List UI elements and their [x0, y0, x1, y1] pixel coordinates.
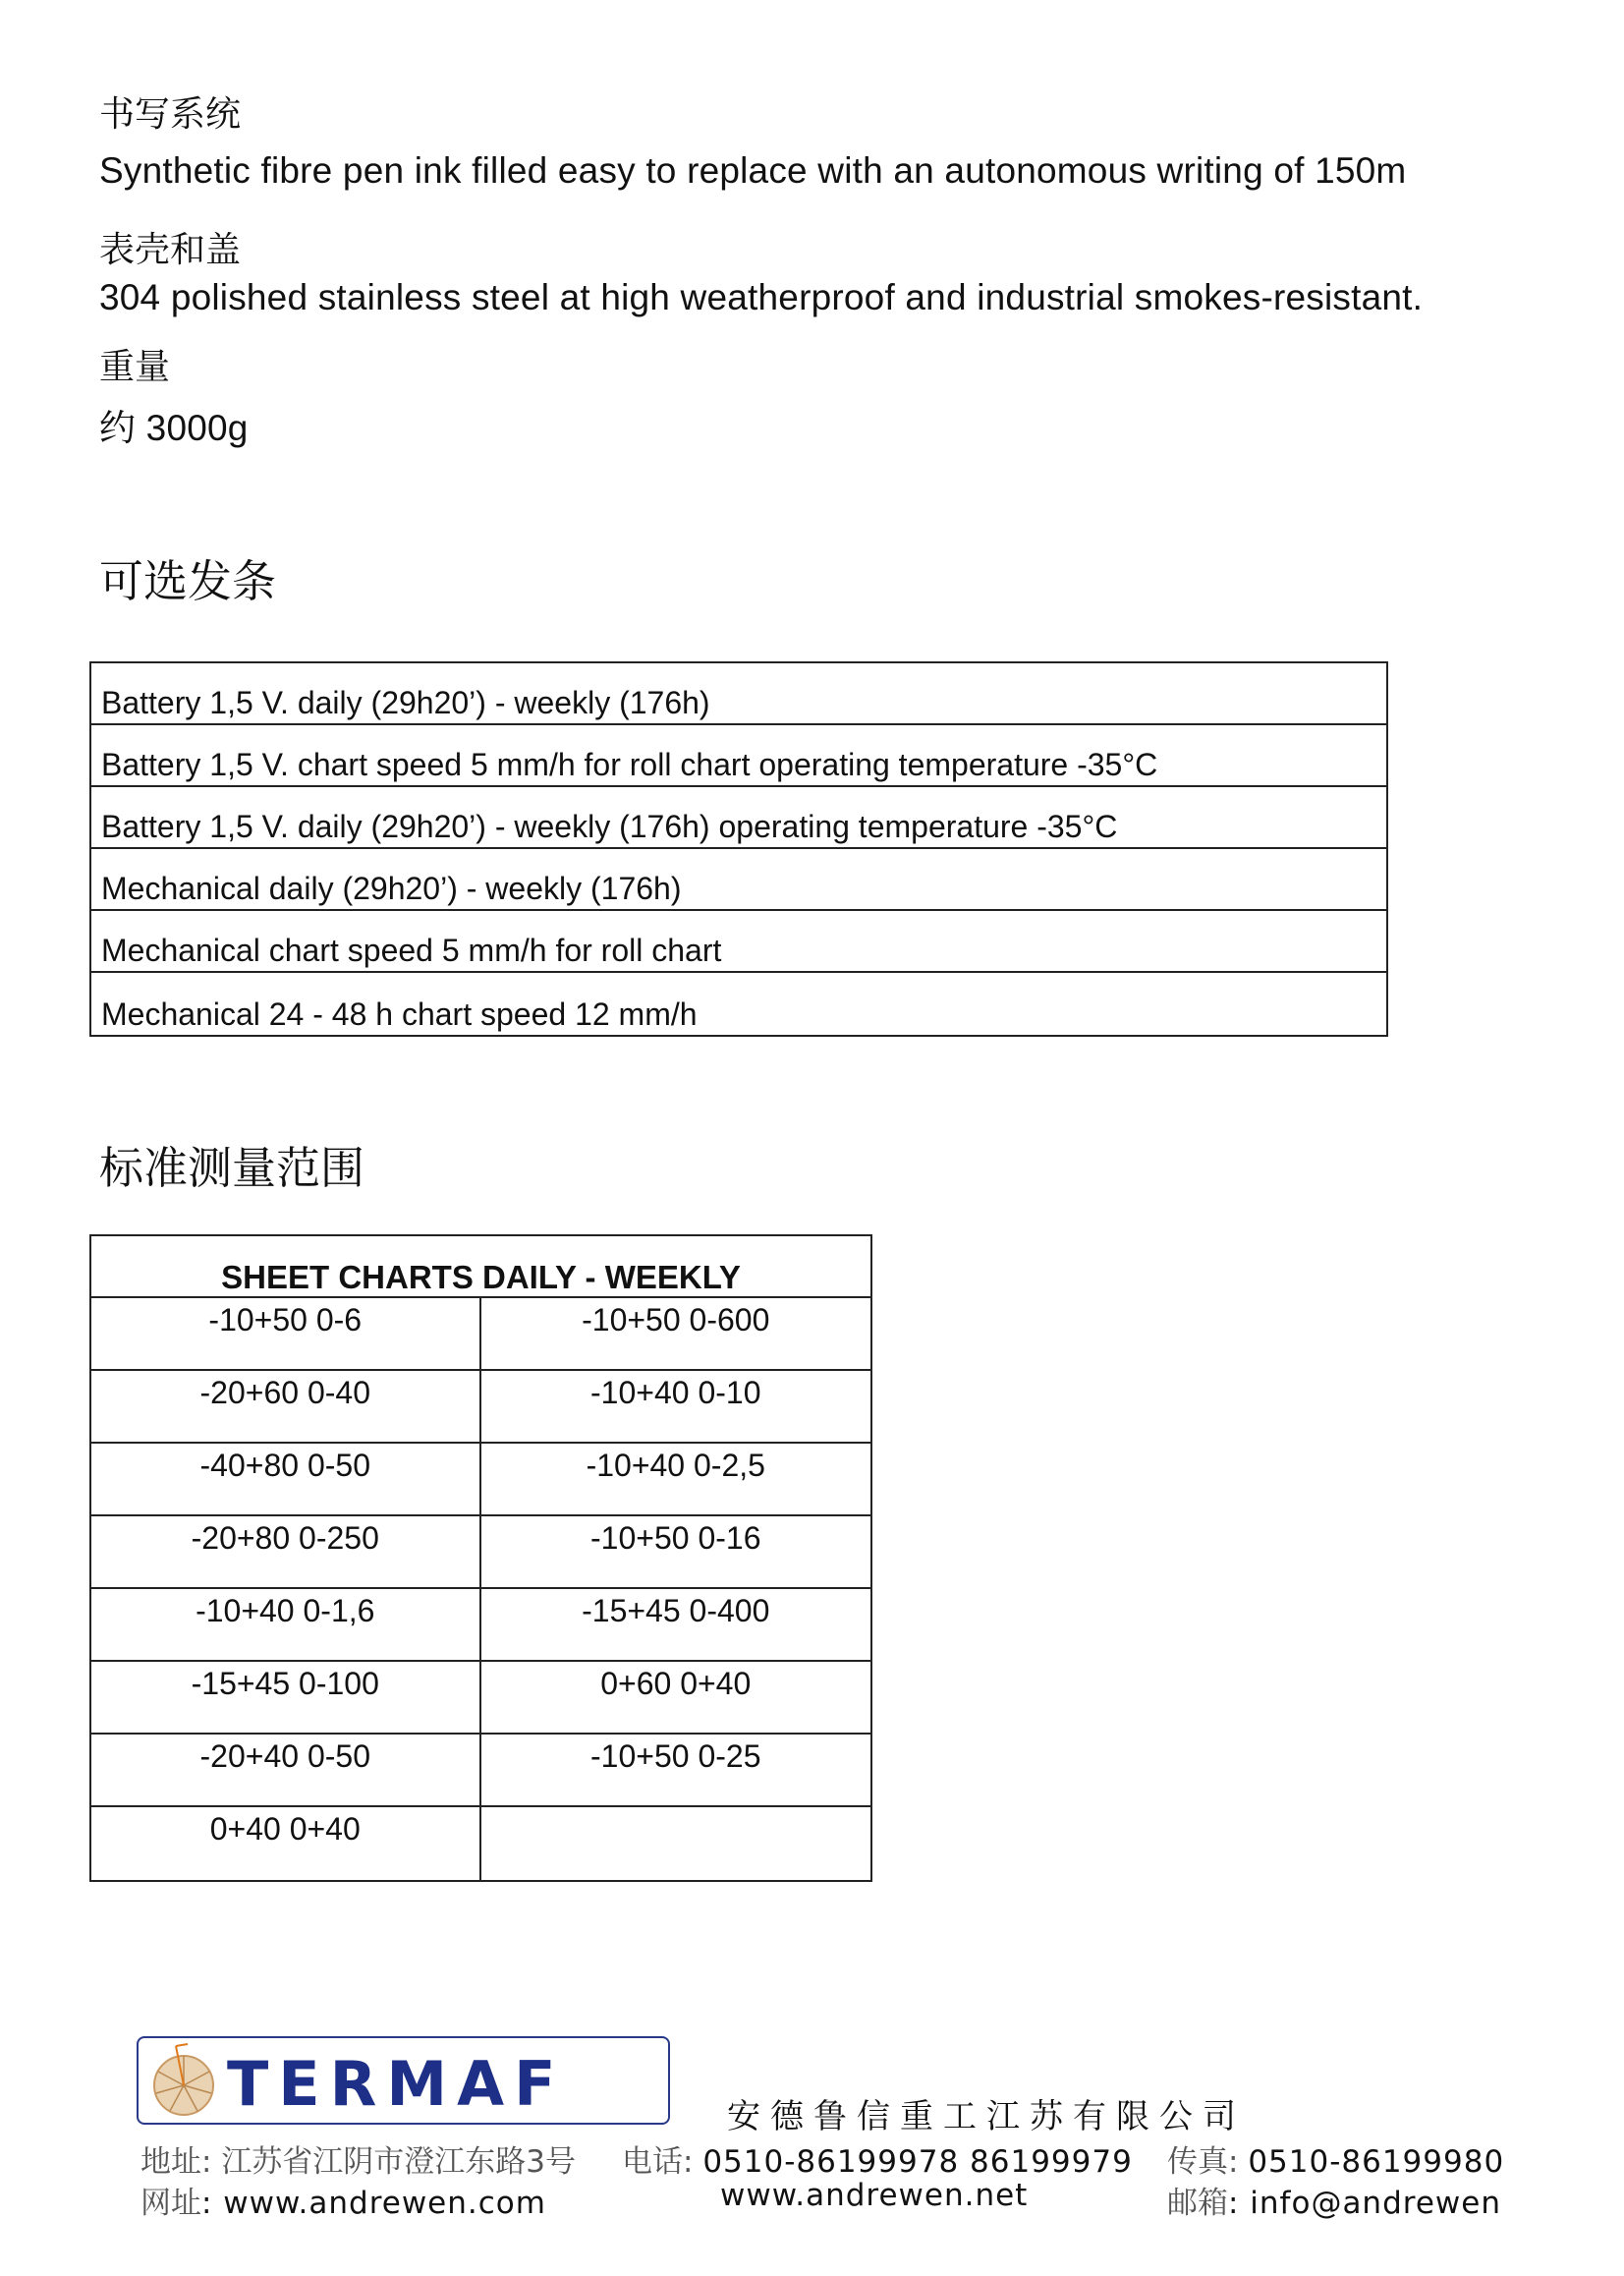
table-cell: -15+45 0-400	[582, 1593, 770, 1628]
table-cell: -10+50 0-6	[91, 1298, 481, 1369]
table-row	[91, 1662, 870, 1735]
table-row	[91, 1371, 870, 1444]
brand-wordmark: TERMAF	[227, 2048, 566, 2120]
table-cell: -10+50 0-25	[590, 1738, 761, 1774]
table-row	[91, 663, 1386, 725]
address-row	[140, 2136, 576, 2181]
table-row	[91, 725, 1386, 787]
email-link[interactable]: : info@andrewen	[1228, 2186, 1501, 2221]
logo-emblem-icon	[146, 2042, 225, 2121]
company-name: 安德鲁信重工江苏有限公司	[727, 2097, 1246, 2136]
spec-label-writing-system: 书写系统	[99, 94, 242, 135]
phone-value: 0510-86199978 86199979	[702, 2144, 1133, 2180]
fax-row	[1167, 2136, 1504, 2181]
option-text: Battery 1,5 V. daily (29h20’) - weekly (176h) operating temperature -35°C	[101, 809, 1118, 844]
option-text: Battery 1,5 V. chart speed 5 mm/h for roll chart operating temperature -35°C	[101, 747, 1158, 782]
website-link[interactable]: : www.andrewen.com	[201, 2186, 546, 2221]
phone-row	[622, 2136, 1133, 2181]
options-table	[89, 661, 1388, 1037]
option-text: Battery 1,5 V. daily (29h20’) - weekly (176h)	[101, 685, 710, 720]
table-row	[91, 849, 1386, 911]
table-row	[91, 1589, 870, 1662]
ranges-table	[89, 1234, 872, 1882]
spec-value-weight: 约 3000g	[99, 408, 249, 448]
table-header: SHEET CHARTS DAILY - WEEKLY	[91, 1236, 870, 1298]
ranges-section-title: 标准测量范围	[99, 1142, 365, 1194]
table-row	[91, 911, 1386, 973]
spec-value-case: 304 polished stainless steel at high weatherproof and industrial smokes-resistant.	[99, 277, 1424, 317]
table-row	[91, 1444, 870, 1516]
fax-value: 0510-86199980	[1248, 2144, 1505, 2180]
company-logo	[137, 2036, 670, 2125]
spec-label-case: 表壳和盖	[99, 230, 242, 270]
table-cell: 0+60 0+40	[600, 1666, 752, 1701]
table-cell: -20+80 0-250	[91, 1516, 481, 1587]
table-cell: 0+40 0+40	[91, 1807, 481, 1880]
address-value: 江苏省江阴市澄江东路3号	[221, 2144, 577, 2180]
table-cell: -20+40 0-50	[91, 1735, 481, 1805]
table-row	[91, 787, 1386, 849]
website-label: 网址	[140, 2186, 201, 2221]
phone-label: 电话:	[622, 2144, 694, 2180]
spec-value-writing-system: Synthetic fibre pen ink filled easy to replace with an autonomous writing of 150m	[99, 150, 1407, 191]
table-row	[91, 1735, 870, 1807]
table-cell: -10+50 0-16	[590, 1520, 761, 1556]
website-2-link[interactable]: www.andrewen.net	[720, 2178, 1029, 2213]
website-row	[140, 2178, 546, 2222]
address-label: 地址:	[140, 2144, 212, 2180]
website-2-row	[720, 2178, 1028, 2213]
table-cell: -10+40 0-2,5	[586, 1448, 765, 1483]
table-row	[91, 1516, 870, 1589]
email-label: 邮箱	[1167, 2186, 1228, 2221]
table-cell	[481, 1807, 871, 1880]
table-cell: -40+80 0-50	[91, 1444, 481, 1514]
table-cell: -15+45 0-100	[91, 1662, 481, 1733]
table-cell: -20+60 0-40	[91, 1371, 481, 1442]
table-cell: -10+50 0-600	[582, 1302, 770, 1337]
table-row	[91, 973, 1386, 1035]
fax-label: 传真:	[1167, 2144, 1239, 2180]
table-row	[91, 1298, 870, 1371]
options-section-title: 可选发条	[99, 555, 277, 607]
option-text: Mechanical chart speed 5 mm/h for roll chart	[101, 933, 722, 968]
spec-label-weight: 重量	[99, 347, 171, 387]
option-text: Mechanical 24 - 48 h chart speed 12 mm/h	[101, 996, 698, 1032]
email-row	[1167, 2178, 1501, 2222]
table-cell: -10+40 0-10	[590, 1375, 761, 1410]
table-cell: -10+40 0-1,6	[91, 1589, 481, 1660]
option-text: Mechanical daily (29h20’) - weekly (176h)	[101, 871, 682, 906]
table-row	[91, 1807, 870, 1880]
